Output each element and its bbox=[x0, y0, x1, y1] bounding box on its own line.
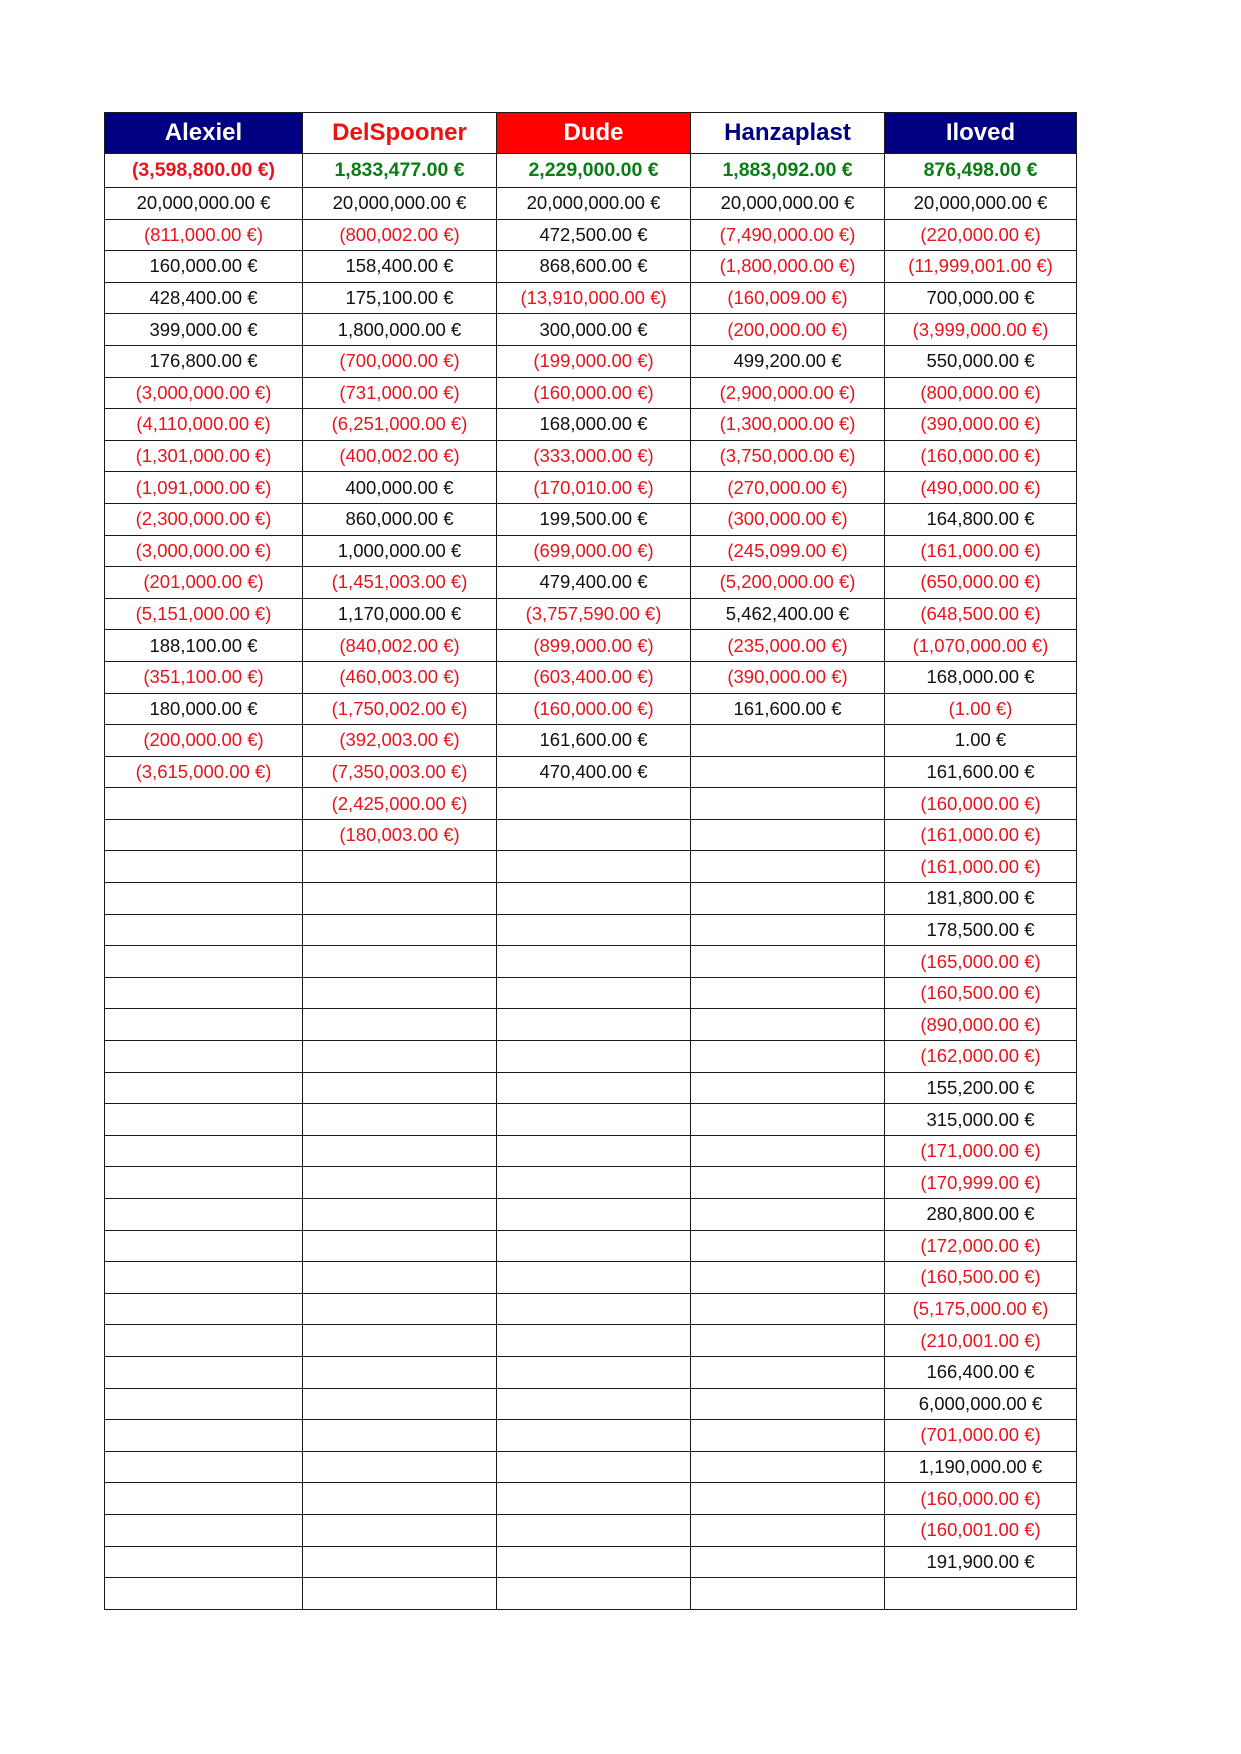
cell-delspooner[interactable] bbox=[303, 1514, 497, 1546]
table-body bbox=[105, 154, 1077, 1610]
cell-iloved[interactable]: (890,000.00 €) bbox=[885, 1009, 1077, 1041]
cell-dude[interactable]: 472,500.00 € bbox=[497, 219, 691, 251]
cell-delspooner[interactable] bbox=[303, 1293, 497, 1325]
cell-alexiel[interactable] bbox=[105, 1009, 303, 1041]
cell-iloved[interactable]: 1,190,000.00 € bbox=[885, 1451, 1077, 1483]
cell-dude[interactable] bbox=[497, 946, 691, 978]
cell-iloved[interactable]: (160,500.00 €) bbox=[885, 977, 1077, 1009]
cell-hanzaplast[interactable]: (235,000.00 €) bbox=[691, 630, 885, 662]
cell-dude[interactable]: 20,000,000.00 € bbox=[497, 188, 691, 220]
cell-alexiel[interactable] bbox=[105, 1072, 303, 1104]
table-row bbox=[105, 883, 1077, 915]
cell-dude[interactable]: 868,600.00 € bbox=[497, 251, 691, 283]
cell-dude[interactable]: 199,500.00 € bbox=[497, 503, 691, 535]
cell-dude[interactable]: 479,400.00 € bbox=[497, 567, 691, 599]
cell-delspooner[interactable] bbox=[303, 1356, 497, 1388]
cell-dude[interactable]: (13,910,000.00 €) bbox=[497, 282, 691, 314]
cell-alexiel[interactable]: 428,400.00 € bbox=[105, 282, 303, 314]
cell-hanzaplast[interactable] bbox=[691, 1578, 885, 1610]
cell-iloved[interactable]: 166,400.00 € bbox=[885, 1356, 1077, 1388]
cell-iloved[interactable]: (390,000.00 €) bbox=[885, 409, 1077, 441]
cell-alexiel[interactable] bbox=[105, 1104, 303, 1136]
cell-hanzaplast[interactable] bbox=[691, 1483, 885, 1515]
cell-dude[interactable] bbox=[497, 1041, 691, 1073]
cell-alexiel[interactable] bbox=[105, 1041, 303, 1073]
cell-alexiel[interactable] bbox=[105, 1293, 303, 1325]
cell-iloved[interactable]: (161,000.00 €) bbox=[885, 535, 1077, 567]
table-row bbox=[105, 693, 1077, 725]
table-row bbox=[105, 725, 1077, 757]
cell-delspooner[interactable] bbox=[303, 946, 497, 978]
total-cell-alexiel[interactable]: (3,598,800.00 €) bbox=[105, 154, 303, 188]
table-row bbox=[105, 1325, 1077, 1357]
cell-alexiel[interactable]: 188,100.00 € bbox=[105, 630, 303, 662]
cell-iloved[interactable]: (648,500.00 €) bbox=[885, 598, 1077, 630]
cell-alexiel[interactable]: (4,110,000.00 €) bbox=[105, 409, 303, 441]
cell-hanzaplast[interactable] bbox=[691, 1199, 885, 1231]
cell-dude[interactable] bbox=[497, 1293, 691, 1325]
table-row bbox=[105, 1041, 1077, 1073]
cell-alexiel[interactable] bbox=[105, 1135, 303, 1167]
cell-delspooner[interactable]: (392,003.00 €) bbox=[303, 725, 497, 757]
cell-iloved[interactable]: (161,000.00 €) bbox=[885, 851, 1077, 883]
cell-iloved[interactable]: (165,000.00 €) bbox=[885, 946, 1077, 978]
table-row bbox=[105, 1293, 1077, 1325]
cell-hanzaplast[interactable] bbox=[691, 1009, 885, 1041]
cell-delspooner[interactable] bbox=[303, 1230, 497, 1262]
cell-hanzaplast[interactable]: (245,099.00 €) bbox=[691, 535, 885, 567]
cell-iloved[interactable]: (162,000.00 €) bbox=[885, 1041, 1077, 1073]
cell-alexiel[interactable]: (200,000.00 €) bbox=[105, 725, 303, 757]
cell-delspooner[interactable] bbox=[303, 1388, 497, 1420]
cell-dude[interactable]: 161,600.00 € bbox=[497, 725, 691, 757]
cell-delspooner[interactable]: (460,003.00 €) bbox=[303, 661, 497, 693]
table-row bbox=[105, 188, 1077, 220]
cell-iloved[interactable]: (172,000.00 €) bbox=[885, 1230, 1077, 1262]
cell-delspooner[interactable]: (1,451,003.00 €) bbox=[303, 567, 497, 599]
table-row bbox=[105, 1135, 1077, 1167]
cell-alexiel[interactable] bbox=[105, 1356, 303, 1388]
table-row bbox=[105, 914, 1077, 946]
cell-alexiel[interactable] bbox=[105, 1514, 303, 1546]
cell-hanzaplast[interactable] bbox=[691, 946, 885, 978]
cell-delspooner[interactable]: 1,170,000.00 € bbox=[303, 598, 497, 630]
cell-hanzaplast[interactable] bbox=[691, 851, 885, 883]
cell-hanzaplast[interactable]: (5,200,000.00 €) bbox=[691, 567, 885, 599]
cell-delspooner[interactable] bbox=[303, 1420, 497, 1452]
cell-hanzaplast[interactable]: (300,000.00 €) bbox=[691, 503, 885, 535]
cell-dude[interactable]: (3,757,590.00 €) bbox=[497, 598, 691, 630]
cell-iloved[interactable]: (1.00 €) bbox=[885, 693, 1077, 725]
cell-iloved[interactable]: 280,800.00 € bbox=[885, 1199, 1077, 1231]
cell-hanzaplast[interactable]: (7,490,000.00 €) bbox=[691, 219, 885, 251]
cell-alexiel[interactable]: 176,800.00 € bbox=[105, 345, 303, 377]
table-row bbox=[105, 1072, 1077, 1104]
cell-alexiel[interactable]: (201,000.00 €) bbox=[105, 567, 303, 599]
player-balance-table bbox=[104, 112, 1077, 1610]
table-row bbox=[105, 345, 1077, 377]
cell-alexiel[interactable] bbox=[105, 1230, 303, 1262]
cell-iloved[interactable]: 164,800.00 € bbox=[885, 503, 1077, 535]
cell-alexiel[interactable] bbox=[105, 788, 303, 820]
cell-iloved[interactable]: (160,000.00 €) bbox=[885, 440, 1077, 472]
cell-alexiel[interactable]: (3,615,000.00 €) bbox=[105, 756, 303, 788]
cell-dude[interactable] bbox=[497, 1009, 691, 1041]
cell-alexiel[interactable] bbox=[105, 1420, 303, 1452]
cell-iloved[interactable]: 178,500.00 € bbox=[885, 914, 1077, 946]
table-row bbox=[105, 251, 1077, 283]
cell-delspooner[interactable] bbox=[303, 1104, 497, 1136]
cell-hanzaplast[interactable]: (270,000.00 €) bbox=[691, 472, 885, 504]
table-row bbox=[105, 282, 1077, 314]
table-row bbox=[105, 598, 1077, 630]
cell-alexiel[interactable]: (1,301,000.00 €) bbox=[105, 440, 303, 472]
cell-dude[interactable] bbox=[497, 1199, 691, 1231]
cell-delspooner[interactable]: (180,003.00 €) bbox=[303, 819, 497, 851]
cell-dude[interactable] bbox=[497, 977, 691, 1009]
table-row bbox=[105, 819, 1077, 851]
cell-dude[interactable] bbox=[497, 1230, 691, 1262]
cell-hanzaplast[interactable] bbox=[691, 1262, 885, 1294]
cell-hanzaplast[interactable] bbox=[691, 1104, 885, 1136]
cell-iloved[interactable]: (800,000.00 €) bbox=[885, 377, 1077, 409]
table-row bbox=[105, 1451, 1077, 1483]
cell-alexiel[interactable] bbox=[105, 1167, 303, 1199]
cell-delspooner[interactable]: (840,002.00 €) bbox=[303, 630, 497, 662]
column-header-delspooner[interactable]: DelSpooner bbox=[303, 113, 497, 154]
cell-alexiel[interactable] bbox=[105, 1451, 303, 1483]
cell-hanzaplast[interactable] bbox=[691, 1041, 885, 1073]
table-row bbox=[105, 661, 1077, 693]
cell-alexiel[interactable]: 180,000.00 € bbox=[105, 693, 303, 725]
cell-delspooner[interactable]: (800,002.00 €) bbox=[303, 219, 497, 251]
table-row bbox=[105, 788, 1077, 820]
table-row bbox=[105, 1167, 1077, 1199]
cell-delspooner[interactable]: (7,350,003.00 €) bbox=[303, 756, 497, 788]
cell-hanzaplast[interactable] bbox=[691, 883, 885, 915]
cell-alexiel[interactable]: 160,000.00 € bbox=[105, 251, 303, 283]
cell-dude[interactable]: 300,000.00 € bbox=[497, 314, 691, 346]
cell-dude[interactable]: (899,000.00 €) bbox=[497, 630, 691, 662]
cell-alexiel[interactable]: (811,000.00 €) bbox=[105, 219, 303, 251]
cell-alexiel[interactable] bbox=[105, 1199, 303, 1231]
table-row bbox=[105, 503, 1077, 535]
cell-dude[interactable] bbox=[497, 819, 691, 851]
cell-delspooner[interactable]: 158,400.00 € bbox=[303, 251, 497, 283]
cell-alexiel[interactable] bbox=[105, 819, 303, 851]
table-row bbox=[105, 1388, 1077, 1420]
cell-alexiel[interactable] bbox=[105, 1325, 303, 1357]
cell-dude[interactable] bbox=[497, 851, 691, 883]
cell-delspooner[interactable]: 1,000,000.00 € bbox=[303, 535, 497, 567]
table-row bbox=[105, 1262, 1077, 1294]
cell-dude[interactable]: (333,000.00 €) bbox=[497, 440, 691, 472]
cell-dude[interactable] bbox=[497, 1356, 691, 1388]
cell-alexiel[interactable] bbox=[105, 851, 303, 883]
cell-delspooner[interactable]: (1,750,002.00 €) bbox=[303, 693, 497, 725]
total-cell-delspooner[interactable]: 1,833,477.00 € bbox=[303, 154, 497, 188]
cell-hanzaplast[interactable]: 499,200.00 € bbox=[691, 345, 885, 377]
cell-hanzaplast[interactable]: 5,462,400.00 € bbox=[691, 598, 885, 630]
cell-delspooner[interactable]: 175,100.00 € bbox=[303, 282, 497, 314]
cell-hanzaplast[interactable] bbox=[691, 1293, 885, 1325]
table-row bbox=[105, 1514, 1077, 1546]
cell-iloved[interactable]: (1,070,000.00 €) bbox=[885, 630, 1077, 662]
cell-dude[interactable] bbox=[497, 1104, 691, 1136]
cell-alexiel[interactable] bbox=[105, 1483, 303, 1515]
cell-iloved[interactable]: 700,000.00 € bbox=[885, 282, 1077, 314]
cell-iloved[interactable]: (160,001.00 €) bbox=[885, 1514, 1077, 1546]
cell-dude[interactable]: 470,400.00 € bbox=[497, 756, 691, 788]
cell-dude[interactable] bbox=[497, 883, 691, 915]
cell-alexiel[interactable]: (2,300,000.00 €) bbox=[105, 503, 303, 535]
cell-delspooner[interactable] bbox=[303, 1009, 497, 1041]
cell-delspooner[interactable] bbox=[303, 1199, 497, 1231]
cell-hanzaplast[interactable]: (3,750,000.00 €) bbox=[691, 440, 885, 472]
cell-iloved[interactable]: (3,999,000.00 €) bbox=[885, 314, 1077, 346]
cell-dude[interactable] bbox=[497, 1546, 691, 1578]
cell-dude[interactable] bbox=[497, 1135, 691, 1167]
cell-hanzaplast[interactable] bbox=[691, 725, 885, 757]
cell-dude[interactable] bbox=[497, 1072, 691, 1104]
cell-alexiel[interactable]: (5,151,000.00 €) bbox=[105, 598, 303, 630]
cell-hanzaplast[interactable]: 20,000,000.00 € bbox=[691, 188, 885, 220]
cell-iloved[interactable]: (701,000.00 €) bbox=[885, 1420, 1077, 1452]
cell-delspooner[interactable] bbox=[303, 851, 497, 883]
cell-iloved[interactable]: (160,500.00 €) bbox=[885, 1262, 1077, 1294]
cell-dude[interactable]: (603,400.00 €) bbox=[497, 661, 691, 693]
table-row bbox=[105, 1420, 1077, 1452]
cell-dude[interactable]: 168,000.00 € bbox=[497, 409, 691, 441]
cell-delspooner[interactable]: 20,000,000.00 € bbox=[303, 188, 497, 220]
cell-dude[interactable] bbox=[497, 1451, 691, 1483]
table-row bbox=[105, 851, 1077, 883]
cell-delspooner[interactable] bbox=[303, 1135, 497, 1167]
cell-iloved[interactable]: (160,000.00 €) bbox=[885, 1483, 1077, 1515]
cell-delspooner[interactable]: (700,000.00 €) bbox=[303, 345, 497, 377]
cell-iloved[interactable]: (171,000.00 €) bbox=[885, 1135, 1077, 1167]
cell-dude[interactable]: (160,000.00 €) bbox=[497, 693, 691, 725]
cell-hanzaplast[interactable]: (160,009.00 €) bbox=[691, 282, 885, 314]
header-row bbox=[105, 113, 1077, 154]
cell-iloved[interactable]: 168,000.00 € bbox=[885, 661, 1077, 693]
cell-delspooner[interactable]: 400,000.00 € bbox=[303, 472, 497, 504]
cell-delspooner[interactable]: 1,800,000.00 € bbox=[303, 314, 497, 346]
cell-dude[interactable] bbox=[497, 1262, 691, 1294]
cell-delspooner[interactable] bbox=[303, 1546, 497, 1578]
cell-dude[interactable]: (199,000.00 €) bbox=[497, 345, 691, 377]
cell-hanzaplast[interactable] bbox=[691, 788, 885, 820]
table-row bbox=[105, 219, 1077, 251]
cell-delspooner[interactable] bbox=[303, 1072, 497, 1104]
table-row bbox=[105, 377, 1077, 409]
cell-iloved[interactable]: 315,000.00 € bbox=[885, 1104, 1077, 1136]
total-cell-hanzaplast[interactable]: 1,883,092.00 € bbox=[691, 154, 885, 188]
cell-dude[interactable] bbox=[497, 1388, 691, 1420]
cell-delspooner[interactable] bbox=[303, 914, 497, 946]
cell-hanzaplast[interactable] bbox=[691, 819, 885, 851]
total-cell-iloved[interactable]: 876,498.00 € bbox=[885, 154, 1077, 188]
cell-alexiel[interactable]: 20,000,000.00 € bbox=[105, 188, 303, 220]
cell-hanzaplast[interactable] bbox=[691, 1230, 885, 1262]
cell-alexiel[interactable] bbox=[105, 1578, 303, 1610]
cell-delspooner[interactable] bbox=[303, 1451, 497, 1483]
cell-alexiel[interactable] bbox=[105, 1546, 303, 1578]
cell-iloved[interactable]: 1.00 € bbox=[885, 725, 1077, 757]
cell-hanzaplast[interactable] bbox=[691, 977, 885, 1009]
table-row bbox=[105, 1199, 1077, 1231]
cell-alexiel[interactable] bbox=[105, 883, 303, 915]
cell-dude[interactable] bbox=[497, 788, 691, 820]
cell-hanzaplast[interactable] bbox=[691, 1072, 885, 1104]
column-header-hanzaplast[interactable]: Hanzaplast bbox=[691, 113, 885, 154]
cell-dude[interactable]: (170,010.00 €) bbox=[497, 472, 691, 504]
cell-delspooner[interactable] bbox=[303, 1262, 497, 1294]
cell-iloved[interactable]: (650,000.00 €) bbox=[885, 567, 1077, 599]
cell-hanzaplast[interactable] bbox=[691, 1135, 885, 1167]
table-row bbox=[105, 1230, 1077, 1262]
table-row bbox=[105, 409, 1077, 441]
cell-hanzaplast[interactable] bbox=[691, 1356, 885, 1388]
cell-hanzaplast[interactable] bbox=[691, 1420, 885, 1452]
cell-delspooner[interactable] bbox=[303, 883, 497, 915]
cell-dude[interactable]: (160,000.00 €) bbox=[497, 377, 691, 409]
cell-delspooner[interactable] bbox=[303, 1483, 497, 1515]
totals-row bbox=[105, 154, 1077, 188]
cell-dude[interactable] bbox=[497, 914, 691, 946]
cell-dude[interactable] bbox=[497, 1514, 691, 1546]
cell-alexiel[interactable]: (3,000,000.00 €) bbox=[105, 535, 303, 567]
cell-iloved[interactable]: 6,000,000.00 € bbox=[885, 1388, 1077, 1420]
cell-delspooner[interactable]: 860,000.00 € bbox=[303, 503, 497, 535]
cell-iloved[interactable]: (160,000.00 €) bbox=[885, 788, 1077, 820]
cell-hanzaplast[interactable] bbox=[691, 1514, 885, 1546]
cell-hanzaplast[interactable]: (390,000.00 €) bbox=[691, 661, 885, 693]
cell-delspooner[interactable] bbox=[303, 1041, 497, 1073]
cell-alexiel[interactable] bbox=[105, 914, 303, 946]
table-row bbox=[105, 946, 1077, 978]
cell-delspooner[interactable] bbox=[303, 1325, 497, 1357]
table-row bbox=[105, 1356, 1077, 1388]
cell-iloved[interactable] bbox=[885, 1578, 1077, 1610]
cell-iloved[interactable]: (161,000.00 €) bbox=[885, 819, 1077, 851]
cell-iloved[interactable]: (170,999.00 €) bbox=[885, 1167, 1077, 1199]
cell-dude[interactable]: (699,000.00 €) bbox=[497, 535, 691, 567]
cell-dude[interactable] bbox=[497, 1167, 691, 1199]
cell-hanzaplast[interactable] bbox=[691, 1388, 885, 1420]
cell-iloved[interactable]: (210,001.00 €) bbox=[885, 1325, 1077, 1357]
table-row bbox=[105, 440, 1077, 472]
table-row bbox=[105, 472, 1077, 504]
table-row bbox=[105, 314, 1077, 346]
cell-alexiel[interactable] bbox=[105, 1262, 303, 1294]
cell-hanzaplast[interactable]: 161,600.00 € bbox=[691, 693, 885, 725]
cell-alexiel[interactable] bbox=[105, 977, 303, 1009]
cell-alexiel[interactable]: (351,100.00 €) bbox=[105, 661, 303, 693]
cell-dude[interactable] bbox=[497, 1325, 691, 1357]
cell-dude[interactable] bbox=[497, 1578, 691, 1610]
cell-hanzaplast[interactable]: (2,900,000.00 €) bbox=[691, 377, 885, 409]
table-row bbox=[105, 630, 1077, 662]
cell-iloved[interactable]: 20,000,000.00 € bbox=[885, 188, 1077, 220]
cell-delspooner[interactable]: (400,002.00 €) bbox=[303, 440, 497, 472]
table-row bbox=[105, 977, 1077, 1009]
cell-hanzaplast[interactable] bbox=[691, 1546, 885, 1578]
cell-hanzaplast[interactable] bbox=[691, 914, 885, 946]
cell-delspooner[interactable]: (6,251,000.00 €) bbox=[303, 409, 497, 441]
column-header-dude[interactable]: Dude bbox=[497, 113, 691, 154]
cell-alexiel[interactable] bbox=[105, 946, 303, 978]
cell-iloved[interactable]: (220,000.00 €) bbox=[885, 219, 1077, 251]
cell-dude[interactable] bbox=[497, 1420, 691, 1452]
table-row bbox=[105, 1483, 1077, 1515]
table-row bbox=[105, 756, 1077, 788]
cell-alexiel[interactable]: (3,000,000.00 €) bbox=[105, 377, 303, 409]
table-row bbox=[105, 1009, 1077, 1041]
cell-iloved[interactable]: 191,900.00 € bbox=[885, 1546, 1077, 1578]
total-cell-dude[interactable]: 2,229,000.00 € bbox=[497, 154, 691, 188]
cell-alexiel[interactable]: 399,000.00 € bbox=[105, 314, 303, 346]
cell-delspooner[interactable]: (2,425,000.00 €) bbox=[303, 788, 497, 820]
cell-hanzaplast[interactable] bbox=[691, 1451, 885, 1483]
table-row bbox=[105, 1104, 1077, 1136]
cell-iloved[interactable]: 550,000.00 € bbox=[885, 345, 1077, 377]
cell-alexiel[interactable]: (1,091,000.00 €) bbox=[105, 472, 303, 504]
table-row bbox=[105, 567, 1077, 599]
cell-hanzaplast[interactable]: (1,300,000.00 €) bbox=[691, 409, 885, 441]
column-header-iloved[interactable]: Iloved bbox=[885, 113, 1077, 154]
cell-delspooner[interactable] bbox=[303, 977, 497, 1009]
cell-delspooner[interactable] bbox=[303, 1578, 497, 1610]
cell-iloved[interactable]: 181,800.00 € bbox=[885, 883, 1077, 915]
cell-iloved[interactable]: 155,200.00 € bbox=[885, 1072, 1077, 1104]
cell-hanzaplast[interactable]: (200,000.00 €) bbox=[691, 314, 885, 346]
cell-iloved[interactable]: (5,175,000.00 €) bbox=[885, 1293, 1077, 1325]
table-row bbox=[105, 1546, 1077, 1578]
cell-hanzaplast[interactable] bbox=[691, 756, 885, 788]
cell-hanzaplast[interactable] bbox=[691, 1325, 885, 1357]
cell-iloved[interactable]: (490,000.00 €) bbox=[885, 472, 1077, 504]
cell-delspooner[interactable] bbox=[303, 1167, 497, 1199]
cell-iloved[interactable]: (11,999,001.00 €) bbox=[885, 251, 1077, 283]
cell-alexiel[interactable] bbox=[105, 1388, 303, 1420]
cell-delspooner[interactable]: (731,000.00 €) bbox=[303, 377, 497, 409]
table-row bbox=[105, 535, 1077, 567]
cell-dude[interactable] bbox=[497, 1483, 691, 1515]
cell-hanzaplast[interactable]: (1,800,000.00 €) bbox=[691, 251, 885, 283]
cell-hanzaplast[interactable] bbox=[691, 1167, 885, 1199]
cell-iloved[interactable]: 161,600.00 € bbox=[885, 756, 1077, 788]
table-row bbox=[105, 1578, 1077, 1610]
column-header-alexiel[interactable]: Alexiel bbox=[105, 113, 303, 154]
